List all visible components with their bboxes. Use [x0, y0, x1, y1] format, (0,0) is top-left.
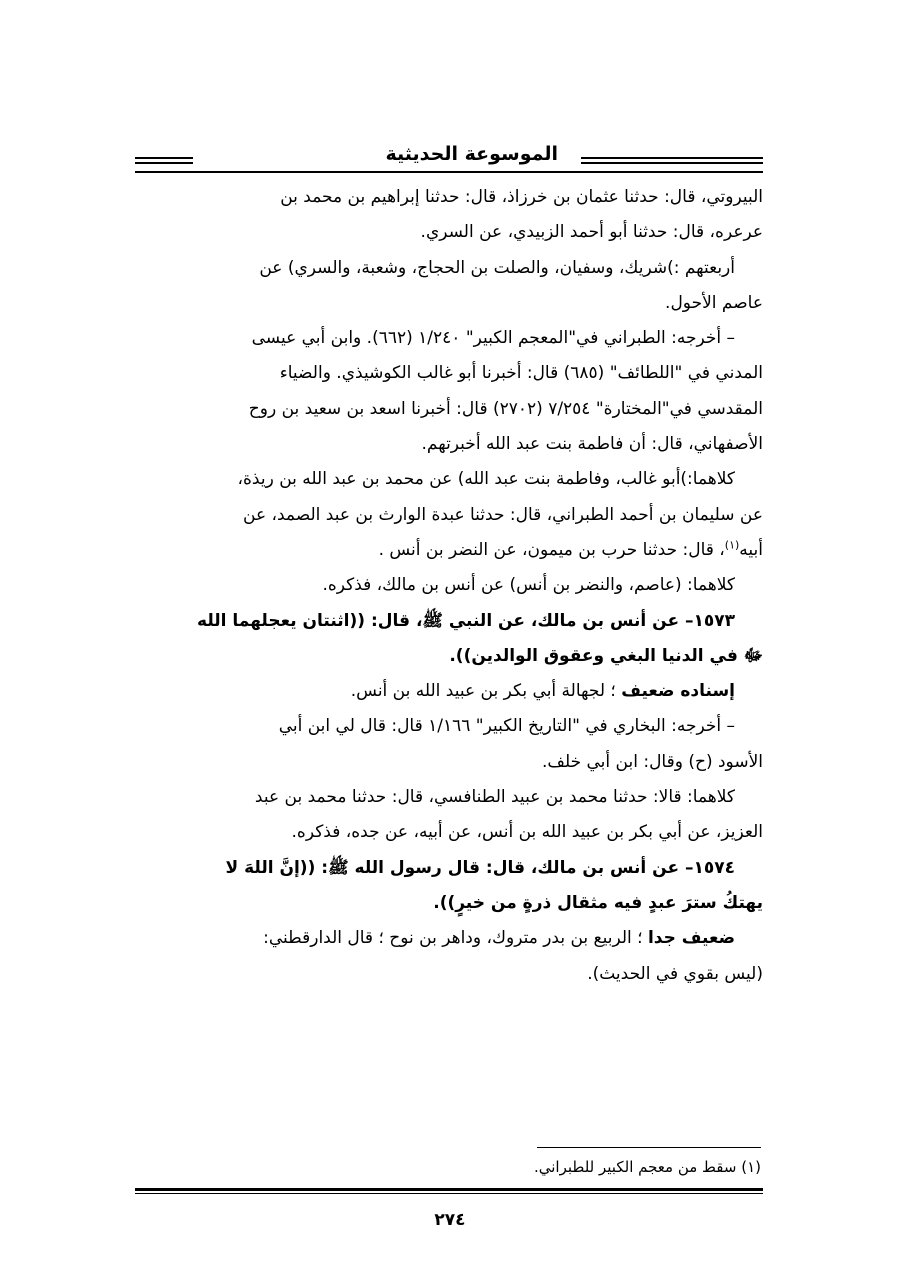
text-segment: ؛ الربيع بن بدر متروك، وداهر بن نوح ؛ قال الدارقطني: — [263, 928, 648, 949]
hadith-heading: ﷻ في الدنيا البغي وعقوق الوالدين)). — [449, 645, 763, 666]
text-line: كلاهما: (عاصم، والنضر بن أنس) عن أنس بن مالك، فذكره. — [322, 575, 735, 596]
text-segment: ؛ لجهالة أبي بكر بن عبيد الله بن أنس. — [350, 681, 622, 702]
text-line: المقدسي في"المختارة" ٧/٢٥٤ (٢٧٠٢) قال: أخبرنا اسعد بن سعيد بن روح — [248, 398, 763, 419]
hadith-heading: ١٥٧٤– عن أنس بن مالك، قال: قال رسول الله ﷺ: ((إنَّ اللهَ لا — [225, 857, 735, 878]
header-rule-right-2 — [581, 162, 763, 164]
hadith-heading: يهتكُ سترَ عبدٍ فيه مثقال ذرةٍ من خيرٍ)). — [433, 892, 763, 913]
text-line: الأسود (ح) وقال: ابن أبي خلف. — [541, 751, 763, 772]
page-header — [135, 143, 763, 175]
text-line: أربعتهم :)شريك، وسفيان، والصلت بن الحجاج، وشعبة، والسري) عن — [259, 257, 735, 278]
text-line: عرعره، قال: حدثنا أبو أحمد الزبيدي، عن السري. — [420, 222, 763, 243]
grading: ضعيف جدا — [647, 928, 735, 949]
text-segment: ، قال: حدثنا حرب بن ميمون، عن النضر بن أنس . — [378, 539, 725, 560]
footnote: (١) سقط من معجم الكبير للطبراني. — [533, 1158, 761, 1176]
footnote-separator — [537, 1147, 761, 1148]
footer-rule-thick — [135, 1188, 763, 1191]
text-line: المدني في "اللطائف" (٦٨٥) قال: أخبرنا أبو غالب الكوشيذي. والضياء — [279, 363, 763, 384]
header-rule-left — [135, 157, 193, 159]
text-line: عاصم الأحول. — [665, 292, 763, 313]
page-number: ٢٧٤ — [434, 1210, 466, 1230]
text-segment: أبيه — [739, 539, 763, 560]
text-line: العزيز، عن أبي بكر بن عبيد الله بن أنس، عن أبيه، عن جده، فذكره. — [291, 822, 763, 843]
header-rule-bottom — [135, 171, 763, 173]
text-line: البيروتي، قال: حدثنا عثمان بن خرزاذ، قال: حدثنا إبراهيم بن محمد بن — [280, 187, 763, 207]
text-line: كلاهما: قالا: حدثنا محمد بن عبيد الطنافسي، قال: حدثنا محمد بن عبد — [254, 787, 735, 808]
text-line — [135, 921, 763, 956]
header-rule-left-2 — [135, 162, 193, 164]
header-title: الموسوعة الحديثية — [385, 143, 558, 165]
text-line: (ليس بقوي في الحديث). — [587, 963, 763, 984]
text-line — [135, 674, 763, 709]
main-text — [135, 180, 763, 992]
grading: إسناده ضعيف — [621, 681, 735, 702]
text-line: عن سليمان بن أحمد الطبراني، قال: حدثنا عبدة الوارث بن عبد الصمد، عن — [243, 504, 763, 525]
text-line: – أخرجه: الطبراني في"المعجم الكبير" ١/٢٤٠ (٦٦٢). وابن أبي عيسى — [251, 328, 735, 349]
text-line: – أخرجه: البخاري في "التاريخ الكبير" ١/١٦٦ قال: قال لي ابن أبي — [278, 716, 735, 737]
text-line: كلاهما:)أبو غالب، وفاطمة بنت عبد الله) عن محمد بن عبد الله بن ريذة، — [237, 469, 735, 490]
text-line — [135, 533, 763, 568]
footer-rule-thin — [135, 1193, 763, 1194]
text-line: الأصفهاني، قال: أن فاطمة بنت عبد الله أخبرتهم. — [421, 434, 763, 455]
header-rule-right — [581, 157, 763, 159]
hadith-heading: ١٥٧٣– عن أنس بن مالك، عن النبي ﷺ، قال: ((اثنتان يعجلهما الله — [197, 610, 735, 631]
footer-rule — [135, 1188, 763, 1194]
footnote-ref: (١) — [724, 538, 740, 552]
